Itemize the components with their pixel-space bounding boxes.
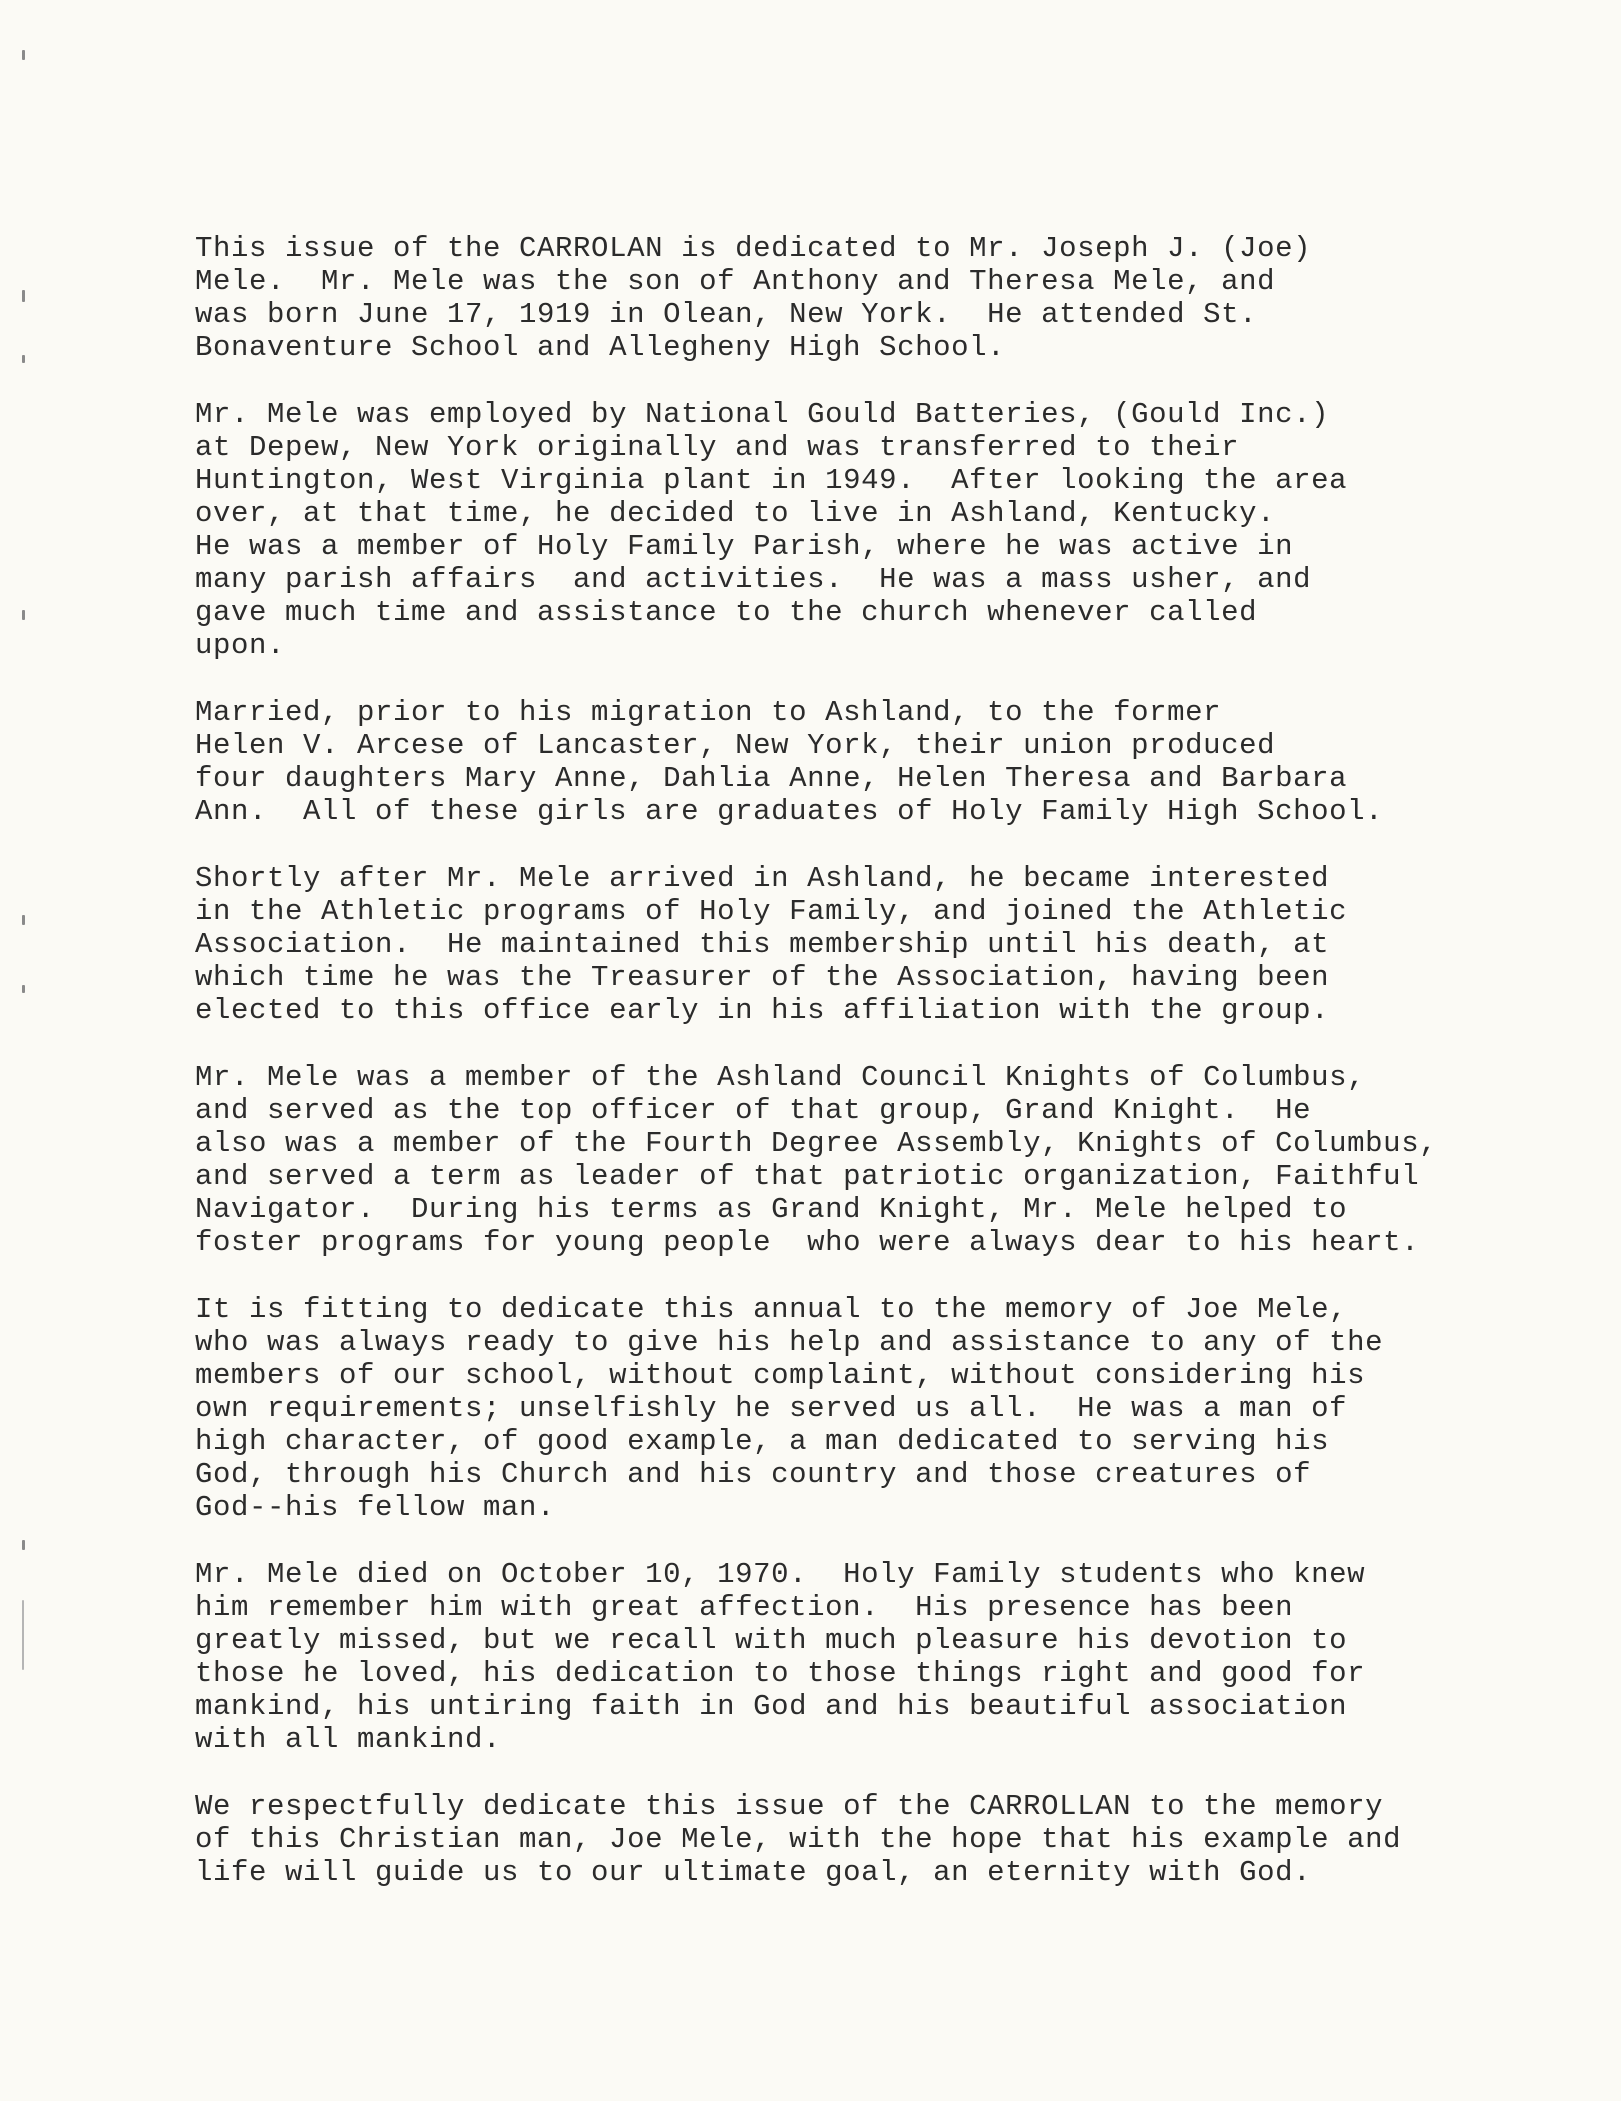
text-line: Mr. Mele died on October 10, 1970. Holy Family students who knew [195, 1558, 1366, 1591]
paragraph-memorial [195, 1558, 1575, 1756]
paragraph-introduction [195, 232, 1575, 364]
text-line: foster programs for young people who were always dear to his heart. [195, 1226, 1420, 1259]
binding-mark [22, 915, 25, 925]
text-line: Ann. All of these girls are graduates of Holy Family High School. [195, 795, 1384, 828]
text-line: This issue of the CARROLAN is dedicated to Mr. Joseph J. (Joe) [195, 232, 1312, 265]
text-line: Bonaventure School and Allegheny High School. [195, 331, 1006, 364]
binding-mark [22, 985, 25, 993]
text-line: It is fitting to dedicate this annual to the memory of Joe Mele, [195, 1293, 1348, 1326]
text-line: many parish affairs and activities. He was a mass usher, and [195, 563, 1312, 596]
text-line: greatly missed, but we recall with much pleasure his devotion to [195, 1624, 1348, 1657]
binding-hole-marks [0, 0, 40, 2101]
binding-mark [22, 1540, 25, 1550]
paragraph-dedication-reason [195, 1293, 1575, 1524]
text-line: Association. He maintained this membership until his death, at [195, 928, 1330, 961]
binding-mark [22, 610, 25, 620]
text-line: four daughters Mary Anne, Dahlia Anne, Helen Theresa and Barbara [195, 762, 1348, 795]
paragraph-athletics [195, 862, 1575, 1027]
text-line: upon. [195, 629, 286, 662]
text-line: Navigator. During his terms as Grand Knight, Mr. Mele helped to [195, 1193, 1348, 1226]
text-line: Shortly after Mr. Mele arrived in Ashland, he became interested [195, 862, 1330, 895]
text-line: mankind, his untiring faith in God and his beautiful association [195, 1690, 1348, 1723]
binding-mark [22, 355, 25, 363]
text-line: He was a member of Holy Family Parish, where he was active in [195, 530, 1294, 563]
text-line: God--his fellow man. [195, 1491, 556, 1524]
text-line: over, at that time, he decided to live in Ashland, Kentucky. [195, 497, 1276, 530]
text-line: Mr. Mele was employed by National Gould Batteries, (Gould Inc.) [195, 398, 1330, 431]
text-line: Mr. Mele was a member of the Ashland Council Knights of Columbus, [195, 1061, 1366, 1094]
text-line: him remember him with great affection. His presence has been [195, 1591, 1294, 1624]
text-line: and served a term as leader of that patriotic organization, Faithful [195, 1160, 1420, 1193]
text-line: own requirements; unselfishly he served us all. He was a man of [195, 1392, 1348, 1425]
text-line: at Depew, New York originally and was transferred to their [195, 431, 1240, 464]
text-line: God, through his Church and his country and those creatures of [195, 1458, 1312, 1491]
text-line: was born June 17, 1919 in Olean, New York. He attended St. [195, 298, 1258, 331]
text-line: those he loved, his dedication to those things right and good for [195, 1657, 1366, 1690]
dedication-text [195, 232, 1575, 1923]
text-line: elected to this office early in his affiliation with the group. [195, 994, 1330, 1027]
text-line: who was always ready to give his help and assistance to any of the [195, 1326, 1384, 1359]
text-line: of this Christian man, Joe Mele, with the hope that his example and [195, 1823, 1402, 1856]
text-line: gave much time and assistance to the church whenever called [195, 596, 1258, 629]
binding-mark [22, 50, 25, 60]
text-line: Married, prior to his migration to Ashland, to the former [195, 696, 1222, 729]
paragraph-closing-dedication [195, 1790, 1575, 1889]
text-line: Mele. Mr. Mele was the son of Anthony and Theresa Mele, and [195, 265, 1276, 298]
text-line: high character, of good example, a man dedicated to serving his [195, 1425, 1330, 1458]
text-line: also was a member of the Fourth Degree Assembly, Knights of Columbus, [195, 1127, 1438, 1160]
text-line: Helen V. Arcese of Lancaster, New York, their union produced [195, 729, 1276, 762]
text-line: and served as the top officer of that group, Grand Knight. He [195, 1094, 1312, 1127]
paragraph-knights-of-columbus [195, 1061, 1575, 1259]
text-line: Huntington, West Virginia plant in 1949. After looking the area [195, 464, 1348, 497]
text-line: life will guide us to our ultimate goal, an eternity with God. [195, 1856, 1312, 1889]
binding-mark [22, 290, 25, 302]
paragraph-employment [195, 398, 1575, 662]
text-line: which time he was the Treasurer of the Association, having been [195, 961, 1330, 994]
paragraph-family [195, 696, 1575, 828]
binding-mark [22, 1600, 24, 1670]
text-line: in the Athletic programs of Holy Family, and joined the Athletic [195, 895, 1348, 928]
text-line: with all mankind. [195, 1723, 502, 1756]
text-line: members of our school, without complaint, without considering his [195, 1359, 1366, 1392]
text-line: We respectfully dedicate this issue of the CARROLLAN to the memory [195, 1790, 1384, 1823]
